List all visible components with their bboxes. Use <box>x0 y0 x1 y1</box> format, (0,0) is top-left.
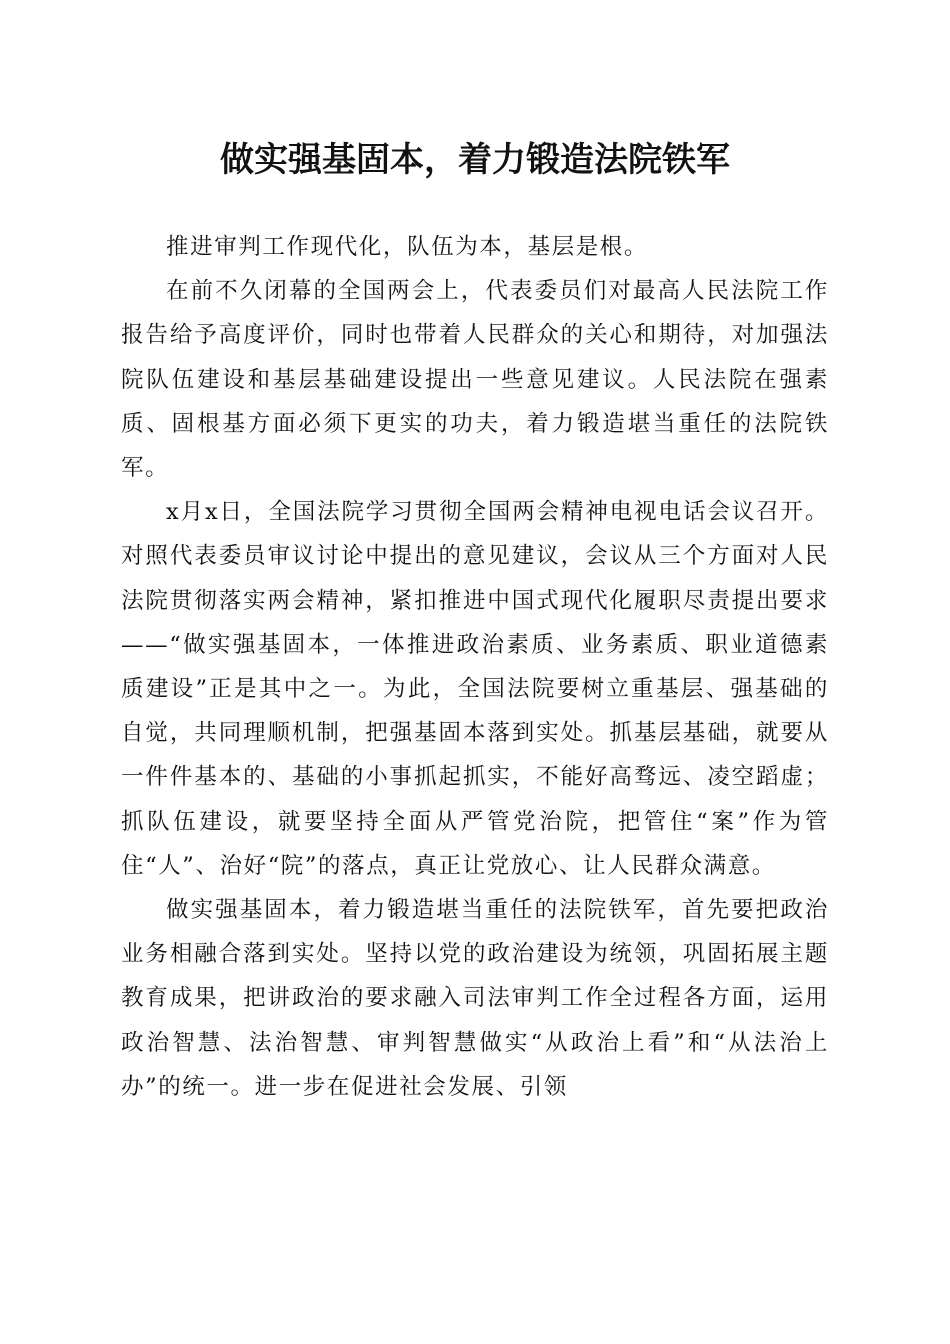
document-title: 做实强基固本，着力锻造法院铁军 <box>220 140 730 180</box>
paragraph-4: 做实强基固本，着力锻造堪当重任的法院铁军，首先要把政治业务相融合落到实处。坚持以党的政治建设为统领，巩固拓展主题教育成果，把讲政治的要求融入司法审判工作全过程各方面，运用政治智慧、法治智慧、审判智慧做实“从政治上看”和“从法治上办”的统一。进一步在促进社会发展、引领 <box>121 897 829 1100</box>
paragraph-1: 推进审判工作现代化，队伍为本，基层是根。 <box>166 234 649 260</box>
document-body <box>121 225 829 1109</box>
paragraph-2: 在前不久闭幕的全国两会上，代表委员们对最高人民法院工作报告给予高度评价，同时也带着人民群众的关心和期待，对加强法院队伍建设和基层基础建设提出一些意见建议。人民法院在强素质、固根基方面必须下更实的功夫，着力锻造堪当重任的法院铁军。 <box>121 278 829 482</box>
paragraph-3: x月x日，全国法院学习贯彻全国两会精神电视电话会议召开。对照代表委员审议讨论中提出的意见建议，会议从三个方面对人民法院贯彻落实两会精神，紧扣推进中国式现代化履职尽责提出要求——“做实强基固本，一体推进政治素质、业务素质、职业道德素质建设”正是其中之一。为此，全国法院要树立重基层、强基础的自觉，共同理顺机制，把强基固本落到实处。抓基层基础，就要从一件件基本的、基础的小事抓起抓实，不能好高骛远、凌空蹈虚；抓队伍建设，就要坚持全面从严管党治院，把管住“案”作为管住“人”、治好“院”的落点，真正让党放心、让人民群众满意。 <box>121 499 829 879</box>
